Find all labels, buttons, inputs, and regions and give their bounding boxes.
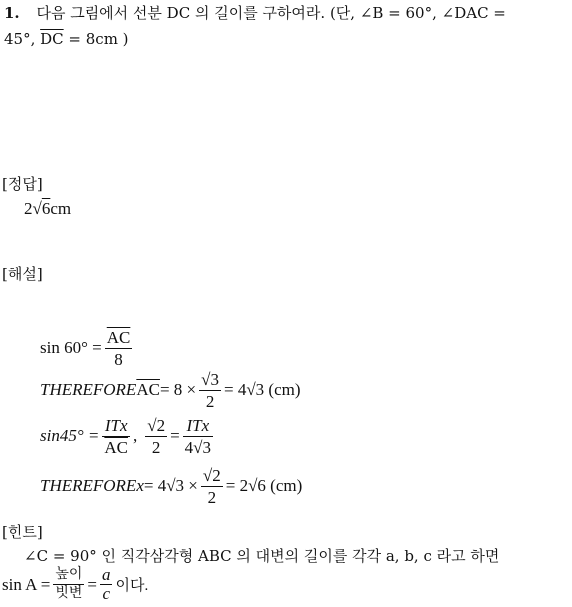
fraction-numerator: ITx (102, 415, 130, 437)
answer-unit: cm (50, 199, 72, 218)
hint-suffix: 이다. (115, 578, 149, 594)
fraction-denominator: 빗변 (55, 586, 83, 601)
fraction-itx-over-4sqrt3 (183, 415, 213, 458)
question-dc-length: = 8cm ) (63, 30, 129, 48)
fraction-itx-over-ac (102, 415, 130, 458)
fraction-numerator: a (101, 565, 111, 584)
solution-line-2 (40, 366, 301, 414)
fraction-a-over-c (100, 566, 113, 603)
solution-l3-eq: = (170, 426, 180, 445)
hint-eq: = (87, 574, 97, 594)
fraction-ac-over-8 (105, 327, 133, 370)
fraction-sqrt2-over-2 (145, 415, 167, 458)
solution-l4-result: = 2√6 (cm) (225, 476, 303, 495)
question-number: 1. (4, 4, 20, 22)
question-line-2 (4, 29, 129, 49)
solution-line-3 (40, 412, 216, 460)
solution-l1-fn: sin 60° = (40, 338, 102, 357)
question-text: 다음 그림에서 선분 DC 의 길이를 구하여라. (단, ∠B = 60°, ∠DAC = (36, 4, 506, 22)
fraction-denominator: 8 (114, 349, 123, 369)
fraction-denominator: AC (104, 437, 128, 457)
fraction-numerator: √2 (147, 415, 166, 435)
fraction-denominator: c (102, 584, 110, 603)
fraction-numerator: ITx (183, 415, 213, 437)
solution-l2-ac: $\overline{AC}$ (136, 380, 160, 399)
fraction-sqrt2-over-2 (201, 465, 223, 508)
solution-l2-eq: = 8 × (159, 380, 197, 399)
fraction-denominator: 2 (207, 487, 217, 507)
solution-l2-result: = 4√3 (cm) (223, 380, 301, 399)
solution-l4-eq: = 4√3 × (143, 476, 198, 495)
question-line-1 (4, 3, 506, 23)
solution-l3-fn: sin45° = (40, 426, 100, 445)
solution-l4-x: x (136, 476, 144, 495)
hint-sin-prefix: sin A = (2, 574, 51, 594)
sqrt-icon: √ (32, 199, 42, 218)
fraction-numerator: $\overline{AC}$ (106, 327, 131, 347)
answer-label: [정답] (2, 175, 43, 193)
fraction-numerator: √3 (201, 369, 219, 389)
fraction-sqrt3-over-2 (199, 369, 221, 412)
solution-line-1 (40, 324, 135, 372)
answer-radicand: 6 (41, 199, 51, 218)
fraction-numerator: √2 (202, 465, 221, 485)
answer-value (24, 199, 71, 219)
fraction-height-over-hypotenuse (53, 566, 84, 603)
hint-line-2 (2, 566, 148, 603)
solution-label: [해설] (2, 265, 43, 283)
answer-coef: 2 (24, 199, 33, 218)
solution-l2-keyword: THEREFORE (40, 380, 137, 399)
fraction-denominator: 2 (151, 437, 161, 457)
hint-line-1: ∠C = 90° 인 직각삼각형 ABC 의 대변의 길이를 각각 a, b, c 라고 하면 (24, 547, 500, 565)
solution-l4-keyword: THEREFORE (40, 476, 137, 495)
fraction-denominator: 2 (205, 391, 215, 411)
question-angle-dac: 45°, (4, 30, 41, 48)
hint-label: [힌트] (2, 523, 43, 541)
solution-l3-sep: , (132, 426, 138, 445)
solution-line-4 (40, 462, 302, 510)
segment-dc-label: $\overline{DC}$ (40, 30, 64, 48)
fraction-numerator: 높이 (53, 566, 84, 585)
fraction-denominator: 4√3 (184, 437, 212, 457)
